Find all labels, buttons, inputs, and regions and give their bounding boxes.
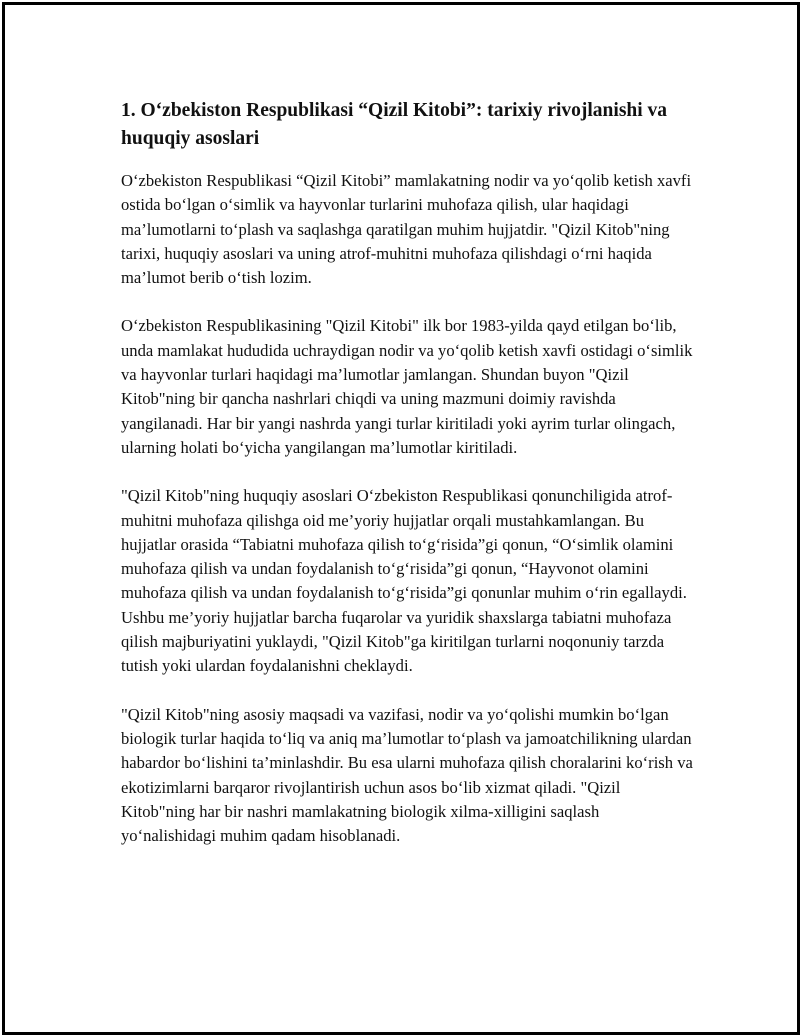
paragraph-intro: O‘zbekiston Respublikasi “Qizil Kitobi” mamlakatning nodir va yo‘qolib ketish xavfi ostida bo‘lgan o‘simlik va hayvonlar turlarini muhofaza qilish, ular haqidagi ma’lumotlarni to‘plash va saqlashga qaratilgan muhim hujjatdir. "Qizil Kitob"ning tarixi, huquqiy asoslari va uning atrof-muhitni muhofaza qilishdagi o‘rni haqida ma’lumot berib o‘tish lozim.: [121, 171, 692, 288]
paragraph-history: O‘zbekiston Respublikasining "Qizil Kitobi" ilk bor 1983-yilda qayd etilgan bo‘lib, unda mamlakat hududida uchraydigan nodir va yo‘qolib ketish xavfi ostidagi o‘simlik va hayvonlar turlari haqidagi ma’lumotlar jamlangan. Shundan buyon "Qizil Kitob"ning bir qancha nashrlari chiqdi va uning mazmuni doimiy ravishda yangilanadi. Har bir yangi nashrda yangi turlar kiritiladi yoki ayrim turlar olingach, ularning holati bo‘yicha yangilangan ma’lumotlar kiritiladi.: [121, 316, 693, 457]
page-frame: [2, 2, 800, 1035]
section-heading: 1. O‘zbekiston Respublikasi “Qizil Kitobi”: tarixiy rivojlanishi va huquqiy asoslari: [121, 100, 668, 149]
document-body: [121, 97, 693, 872]
paragraph-legal-basis: "Qizil Kitob"ning huquqiy asoslari O‘zbekiston Respublikasi qonunchiligida atrof-muhitni muhofaza qilishga oid me’yoriy hujjatlar orqali mustahkamlangan. Bu hujjatlar orasida “Tabiatni muhofaza qilish to‘g‘risida”gi qonun, “O‘simlik olamini muhofaza qilish va undan foydalanish to‘g‘risida”gi qonun, “Hayvonot olamini muhofaza qilish va undan foydalanish to‘g‘risida”gi qonunlar muhim o‘rin egallaydi. Ushbu me’yoriy hujjatlar barcha fuqarolar va yuridik shaxslarga tabiatni muhofaza qilish majburiyatini yuklaydi, "Qizil Kitob"ga kiritilgan turlarni noqonuniy tarzda tutish yoki ulardan foydalanishni cheklaydi.: [121, 486, 687, 676]
paragraph-purpose: "Qizil Kitob"ning asosiy maqsadi va vazifasi, nodir va yo‘qolishi mumkin bo‘lgan biologik turlar haqida to‘liq va aniq ma’lumotlar to‘plash va jamoatchilikning ulardan habardor bo‘lishini ta’minlashdir. Bu esa ularni muhofaza qilish choralarini ko‘rish va ekotizimlarni barqaror rivojlantirish uchun asos bo‘lib xizmat qiladi. "Qizil Kitob"ning har bir nashri mamlakatning biologik xilma-xilligini saqlash yo‘nalishidagi muhim qadam hisoblanadi.: [121, 704, 693, 846]
